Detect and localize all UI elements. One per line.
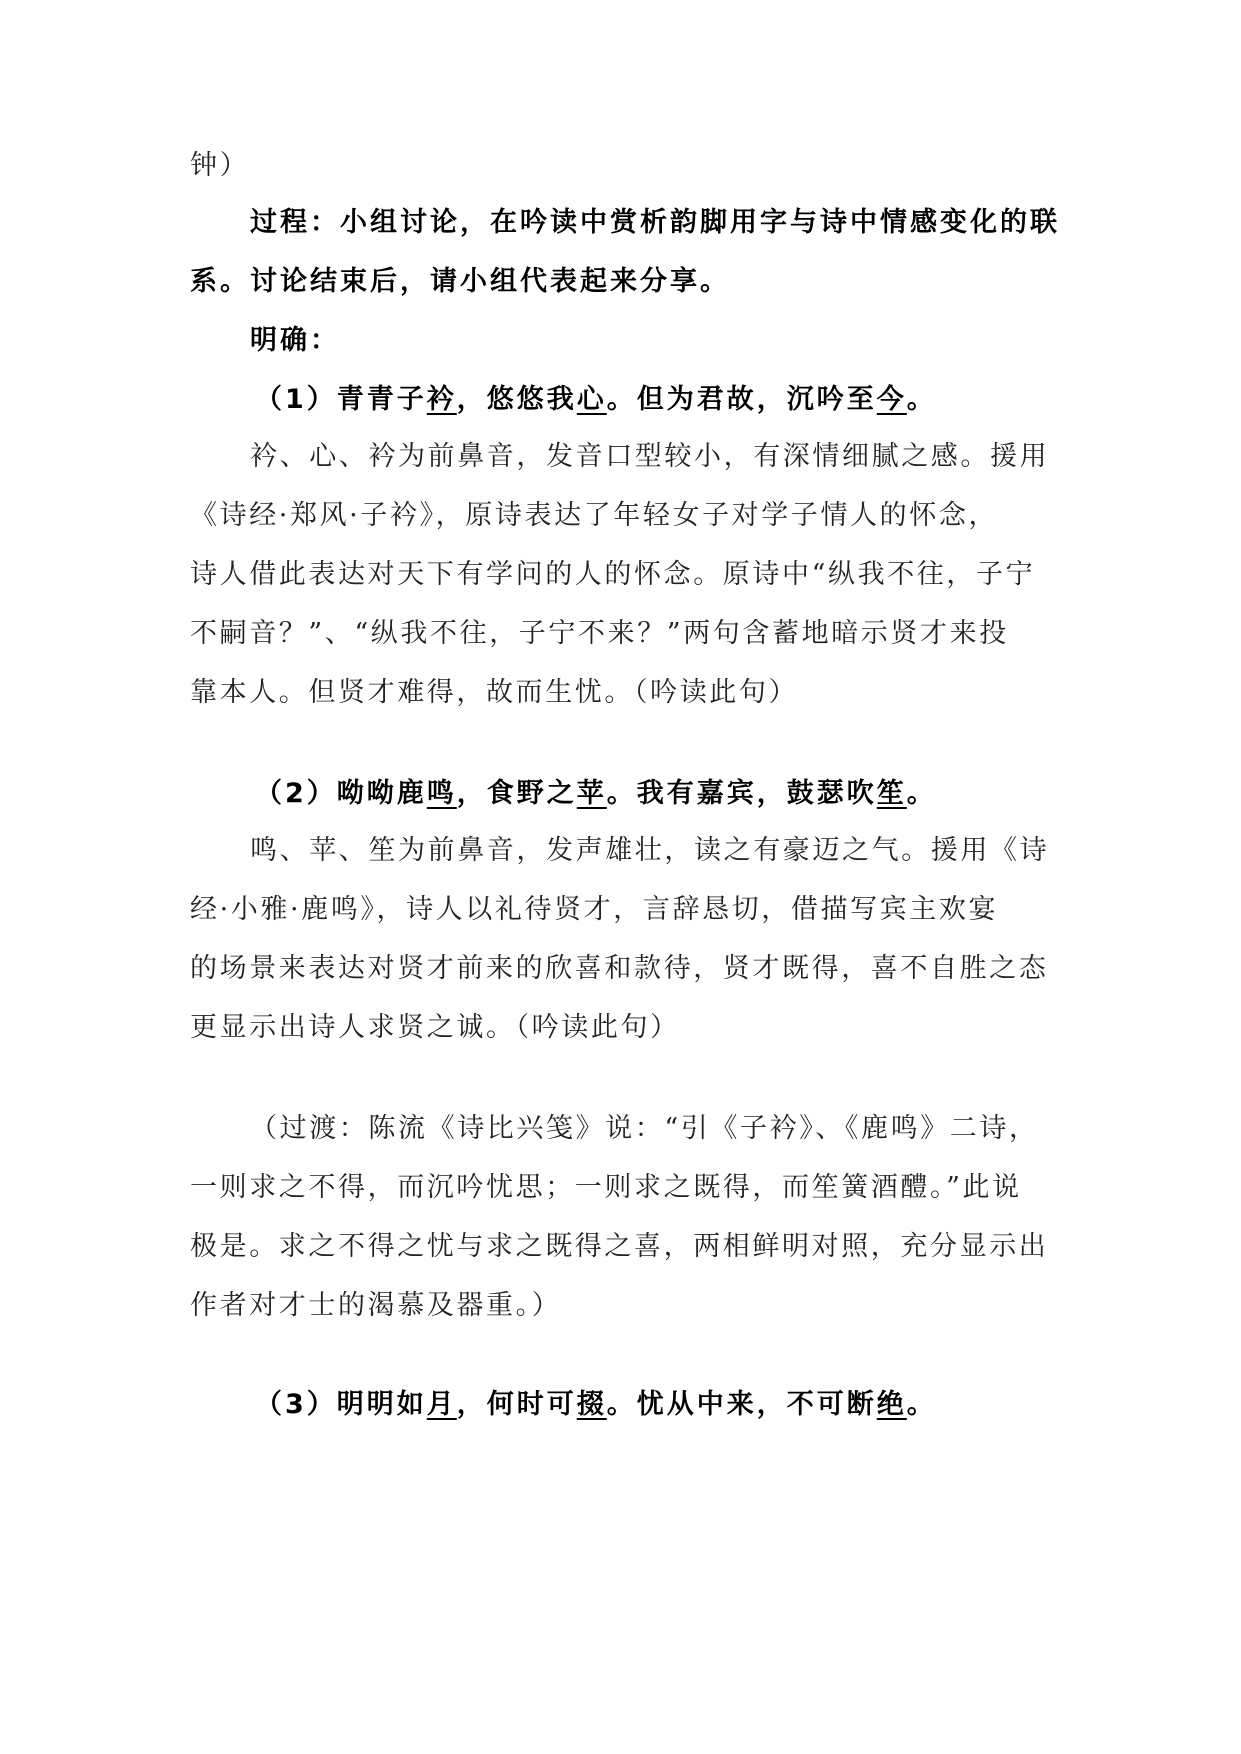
rhyme-word: 掇	[576, 1389, 607, 1420]
rhyme-word: 苹	[576, 778, 607, 809]
poem-line-1	[255, 380, 1135, 420]
rhyme-word: 绝	[876, 1389, 907, 1420]
poem-text: ，悠悠我	[456, 384, 577, 415]
poem-line-3	[255, 1385, 1135, 1425]
rhyme-word: 鸣	[426, 778, 457, 809]
rhyme-word: 心	[576, 384, 607, 415]
transition-line: （过渡：陈流《诗比兴笺》说：“引《子衿》、《鹿鸣》二诗，	[250, 1113, 1039, 1144]
paragraph-line: 鸣、苹、笙为前鼻音，发声雄壮，读之有豪迈之气。援用《诗	[250, 835, 1050, 866]
paragraph-line: 诗人借此表达对天下有学问的人的怀念。原诗中“纵我不往，子宁	[190, 559, 1036, 590]
process-line-2: 系。讨论结束后，请小组代表起来分享。	[190, 266, 730, 297]
text-line: 钟）	[190, 150, 250, 181]
clarify-label: 明确：	[250, 325, 340, 356]
paragraph-line: 的场景来表达对贤才前来的欣喜和款待，贤才既得，喜不自胜之态	[190, 953, 1049, 984]
poem-text: 呦呦鹿	[336, 778, 427, 809]
transition-line: 作者对才士的渴慕及器重。）	[190, 1290, 562, 1321]
rhyme-word: 今	[876, 384, 907, 415]
poem-text: 。	[906, 778, 937, 809]
paragraph-line: 不嗣音？”、“纵我不往，子宁不来？”两句含蓄地暗示贤才来投	[190, 618, 1009, 649]
poem-number: （2）	[255, 778, 337, 809]
paragraph-line: 衿、心、衿为前鼻音，发音口型较小，有深情细腻之感。援用	[250, 441, 1050, 472]
rhyme-word: 月	[426, 1389, 457, 1420]
poem-line-2	[255, 774, 1135, 814]
rhyme-word: 笙	[876, 778, 907, 809]
poem-number: （3）	[255, 1389, 337, 1420]
paragraph-line: 《诗经·郑风·子衿》，原诗表达了年轻女子对学子情人的怀念，	[190, 500, 999, 531]
poem-text: 。	[906, 384, 937, 415]
poem-text: 。	[906, 1389, 937, 1420]
rhyme-word: 衿	[426, 384, 457, 415]
poem-text: 。但为君故，沉吟至	[606, 384, 877, 415]
transition-line: 极是。求之不得之忧与求之既得之喜，两相鲜明对照，充分显示出	[190, 1231, 1049, 1262]
poem-number: （1）	[255, 384, 337, 415]
paragraph-line: 更显示出诗人求贤之诚。（吟读此句）	[190, 1012, 680, 1043]
poem-text: 明明如	[336, 1389, 427, 1420]
process-line-1: 过程：小组讨论，在吟读中赏析韵脚用字与诗中情感变化的联	[250, 207, 1060, 238]
poem-text: 青青子	[336, 384, 427, 415]
poem-text: 。忧从中来，不可断	[606, 1389, 877, 1420]
poem-text: ，何时可	[456, 1389, 577, 1420]
paragraph-line: 经·小雅·鹿鸣》，诗人以礼待贤才，言辞恳切，借描写宾主欢宴	[190, 894, 999, 925]
transition-line: 一则求之不得，而沉吟忧思；一则求之既得，而笙簧酒醴。”此说	[190, 1172, 1022, 1203]
poem-text: 。我有嘉宾，鼓瑟吹	[606, 778, 877, 809]
poem-text: ，食野之	[456, 778, 577, 809]
paragraph-line: 靠本人。但贤才难得，故而生忧。（吟读此句）	[190, 677, 799, 708]
